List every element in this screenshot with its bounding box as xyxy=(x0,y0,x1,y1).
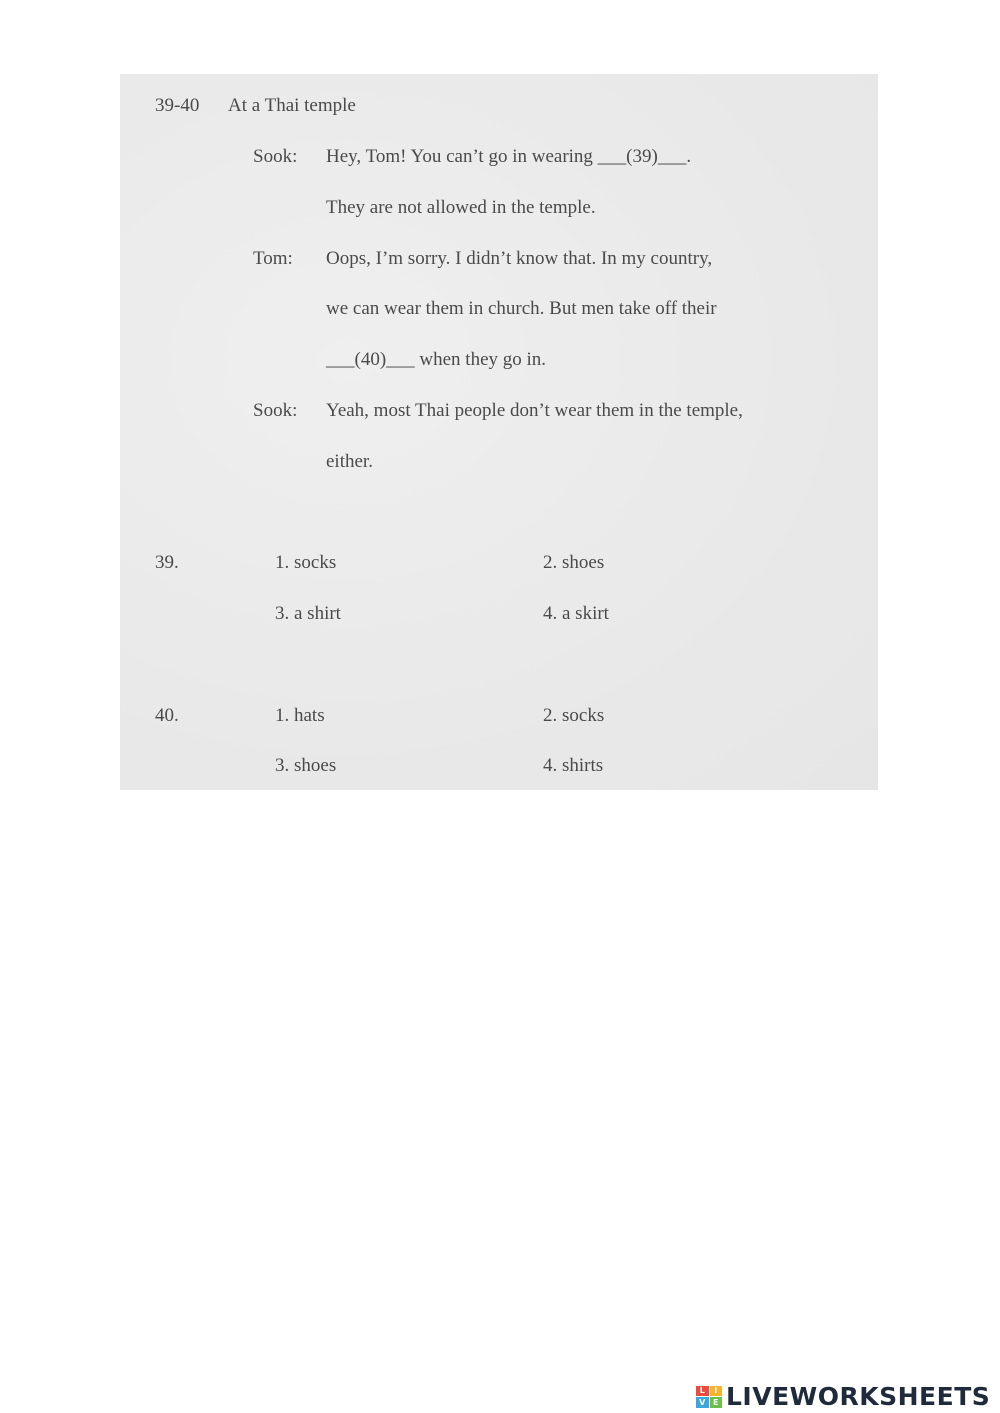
speaker-label: Sook: xyxy=(253,146,298,167)
question-number: 39. xyxy=(155,552,179,573)
scanned-worksheet xyxy=(120,74,878,790)
section-number: 39-40 xyxy=(155,95,200,116)
answer-option: 3. shoes xyxy=(275,755,337,776)
speaker-label: Tom: xyxy=(253,248,293,269)
dialogue-line: we can wear them in church. But men take off their xyxy=(326,298,717,319)
dialogue-line: Oops, I’m sorry. I didn’t know that. In my country, xyxy=(326,248,713,269)
dialogue-line: either. xyxy=(326,451,373,472)
answer-option: 1. hats xyxy=(275,705,325,726)
logo-mark-letter: I xyxy=(710,1386,723,1397)
logo-mark-letter: E xyxy=(710,1397,723,1408)
dialogue-line: They are not allowed in the temple. xyxy=(326,197,596,218)
answer-option: 1. socks xyxy=(275,552,337,573)
logo-mark-icon xyxy=(696,1386,722,1408)
section-title: At a Thai temple xyxy=(228,95,356,116)
logo-mark-letter: V xyxy=(696,1397,709,1408)
answer-option: 2. socks xyxy=(543,705,605,726)
speaker-label: Sook: xyxy=(253,400,298,421)
answer-option: 3. a shirt xyxy=(275,603,341,624)
logo-mark-letter: L xyxy=(696,1386,709,1397)
logo-text: LIVEWORKSHEETS xyxy=(726,1382,991,1411)
question-number: 40. xyxy=(155,705,179,726)
answer-option: 4. a skirt xyxy=(543,603,609,624)
dialogue-line: Yeah, most Thai people don’t wear them in the temple, xyxy=(326,400,743,421)
answer-option: 4. shirts xyxy=(543,755,604,776)
liveworksheets-logo xyxy=(696,1382,990,1411)
dialogue-line: ___(40)___ when they go in. xyxy=(326,349,547,370)
dialogue-line: Hey, Tom! You can’t go in wearing ___(39)___. xyxy=(326,146,692,167)
answer-option: 2. shoes xyxy=(543,552,605,573)
